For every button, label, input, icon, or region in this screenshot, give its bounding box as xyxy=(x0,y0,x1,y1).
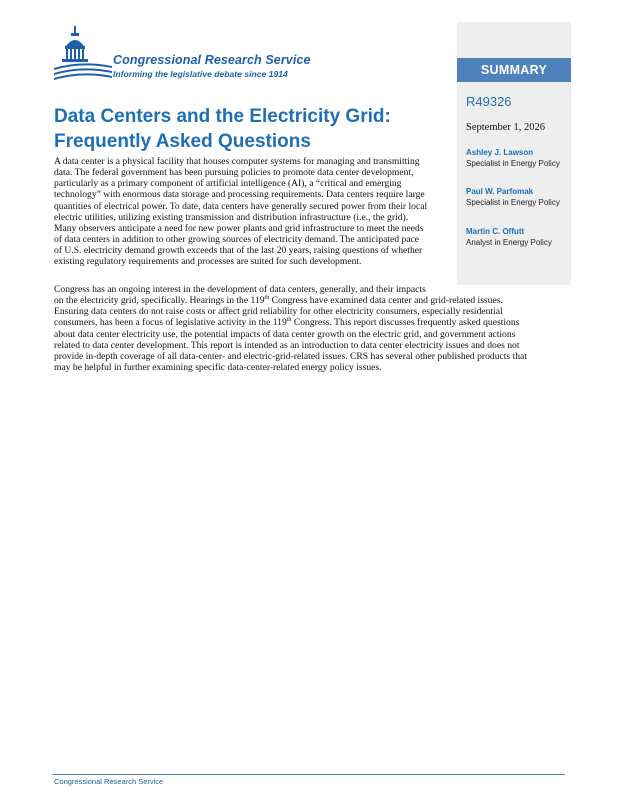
report-number: R49326 xyxy=(466,94,512,109)
summary-paragraph xyxy=(54,284,527,373)
text-line: A data center is a physical facility that houses computer systems for managing and transmitting xyxy=(54,156,420,167)
text-line: related to data center development. This report is intended as an introduction to data center electricity issues and does not xyxy=(54,339,520,351)
author-name: Ashley J. Lawson xyxy=(466,148,534,157)
text-segment: consumers, has been a focus of legislative activity in the 119 xyxy=(54,317,287,329)
summary-paragraph xyxy=(54,156,427,268)
author-name: Martin C. Offutt xyxy=(466,227,525,236)
text-line: electric utilities, utilizing existing transmission and distribution infrastructure (i.e., the grid). xyxy=(54,211,409,223)
text-segment: Congress have examined data center and grid-related issues. xyxy=(269,295,503,307)
text-segment: Congress. This report discusses frequently asked questions xyxy=(291,317,520,329)
org-tagline: Informing the legislative debate since 1914 xyxy=(113,69,288,79)
report-date: September 1, 2026 xyxy=(466,122,546,133)
text-line: may be helpful in further examining specific data-center-related energy policy issues. xyxy=(54,362,382,374)
text-line: of U.S. electricity demand growth exceeds that of the last 20 years, raising questions of whether xyxy=(54,245,423,257)
text-line: Ensuring data centers do not raise costs or affect grid reliability for other electricity consumers, especially residential xyxy=(54,306,503,318)
text-line: quantities of electrical power. To date, data centers have generally secured power from their local xyxy=(54,200,428,212)
author-block xyxy=(466,147,570,169)
text-line: Congress has an ongoing interest in the development of data centers, generally, and their impacts xyxy=(54,284,426,295)
report-title xyxy=(54,104,434,154)
text-line: provide in-depth coverage of all data-center- and electric-grid-related issues. CRS has several other published products that xyxy=(54,350,527,362)
title-line: Data Centers and the Electricity Grid: xyxy=(54,106,391,127)
summary-heading: SUMMARY xyxy=(457,58,571,82)
text-line: of data centers in addition to other growing sources of electricity demand. The anticipated pace xyxy=(54,234,420,246)
text-segment: on the electricity grid, specifically. Hearings in the 119 xyxy=(54,295,265,307)
author-title: Analyst in Energy Policy xyxy=(466,238,552,247)
ordinal-suffix: th xyxy=(286,317,292,324)
author-title: Specialist in Energy Policy xyxy=(466,198,560,207)
text-line: existing regulatory requirements and processes are suited for such development. xyxy=(54,256,362,268)
author-block xyxy=(466,226,570,248)
footer-org-name: Congressional Research Service xyxy=(54,777,164,786)
ordinal-suffix: th xyxy=(264,294,270,301)
footer-divider xyxy=(52,774,565,775)
text-line: particularly as a primary component of artificial intelligence (AI), a “critical and emerging xyxy=(54,178,402,190)
title-line: Frequently Asked Questions xyxy=(54,131,311,152)
text-line xyxy=(54,295,527,306)
author-block xyxy=(466,186,570,208)
text-line: data. The federal government has been pursuing policies to promote data center development, xyxy=(54,167,414,179)
author-name: Paul W. Parfomak xyxy=(466,187,534,196)
text-line: about data center electricity use, the potential impacts of data center growth on the electric grid, and government actions xyxy=(54,328,516,340)
text-line: technology” with enormous data storage and processing requirements. Data centers require large xyxy=(54,189,425,201)
text-line: Many observers anticipate a need for new power plants and grid infrastructure to meet the needs xyxy=(54,222,424,234)
text-line xyxy=(54,317,527,328)
org-name: Congressional Research Service xyxy=(113,53,311,67)
capitol-dome-icon xyxy=(52,24,114,82)
author-title: Specialist in Energy Policy xyxy=(466,159,560,168)
